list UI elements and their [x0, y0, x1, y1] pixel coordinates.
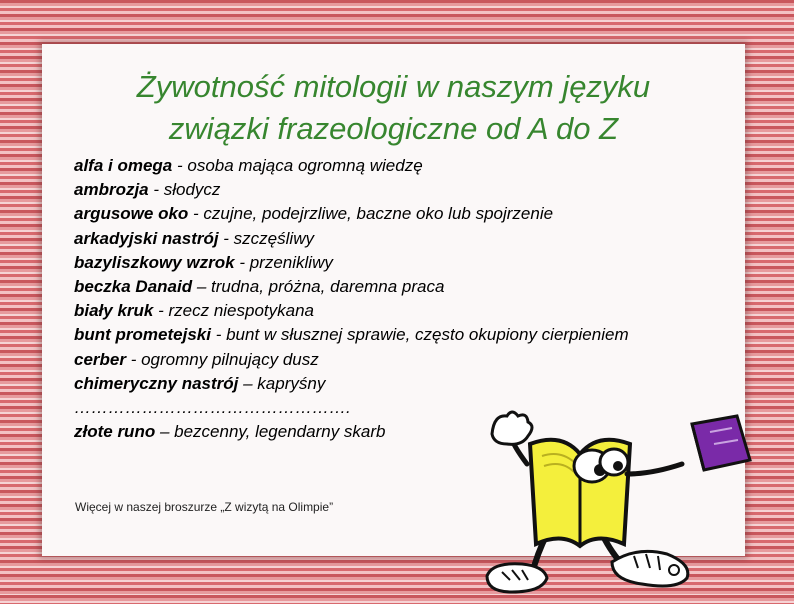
entry-definition: – trudna, próżna, daremna praca [192, 277, 445, 297]
entry-term: beczka Danaid [74, 277, 193, 297]
phrase-list [74, 154, 754, 444]
entry-definition: - przenikliwy [234, 252, 333, 272]
entry-term: chimeryczny nastrój [74, 373, 239, 393]
slide-title [42, 66, 745, 150]
purple-book-icon [692, 416, 750, 470]
entry-definition: - osoba mająca ogromną wiedzę [172, 156, 423, 175]
cartoon-book-character-icon [452, 404, 782, 604]
left-shoe-icon [487, 564, 547, 592]
glove-icon [492, 412, 532, 444]
entry-definition: – kapryśny [238, 373, 326, 393]
list-item [74, 202, 754, 226]
list-item [74, 348, 754, 372]
entry-definition: …………………………………………. [74, 398, 351, 418]
entry-definition: - rzecz niespotykana [153, 301, 315, 321]
list-item [74, 323, 754, 347]
entry-definition: - czujne, podejrzliwe, baczne oko lub spojrzenie [188, 204, 554, 224]
entry-definition: - słodycz [148, 180, 221, 200]
list-item [74, 275, 754, 299]
entry-definition: - szczęśliwy [218, 228, 314, 248]
list-item [74, 372, 754, 396]
entry-term: bazyliszkowy wzrok [74, 252, 235, 272]
entry-term: biały kruk [74, 301, 154, 321]
entry-definition: - ogromny pilnujący dusz [125, 349, 319, 369]
entry-term: złote runo [74, 422, 156, 442]
entry-term: bunt prometejski [74, 325, 211, 345]
list-item [74, 251, 754, 275]
entry-term: argusowe oko [74, 204, 189, 224]
list-item [74, 227, 754, 251]
title-line-1: Żywotność mitologii w naszym języku [136, 69, 651, 104]
entry-definition: – bezcenny, legendarny skarb [155, 422, 386, 442]
footnote: Więcej w naszej broszurze „Z wizytą na Olimpie” [75, 500, 334, 514]
slide-card [42, 44, 745, 556]
list-item [74, 299, 754, 323]
entry-term: arkadyjski nastrój [74, 228, 219, 248]
title-line-2: związki frazeologiczne od A do Z [168, 111, 619, 146]
list-item [74, 154, 754, 178]
list-item [74, 178, 754, 202]
entry-term: ambrozja [74, 180, 149, 200]
right-shoe-icon [612, 551, 688, 586]
entry-term: alfa i omega [74, 156, 173, 175]
entry-term: cerber [74, 349, 126, 369]
entry-definition: - bunt w słusznej sprawie, często okupiony cierpieniem [210, 325, 629, 345]
